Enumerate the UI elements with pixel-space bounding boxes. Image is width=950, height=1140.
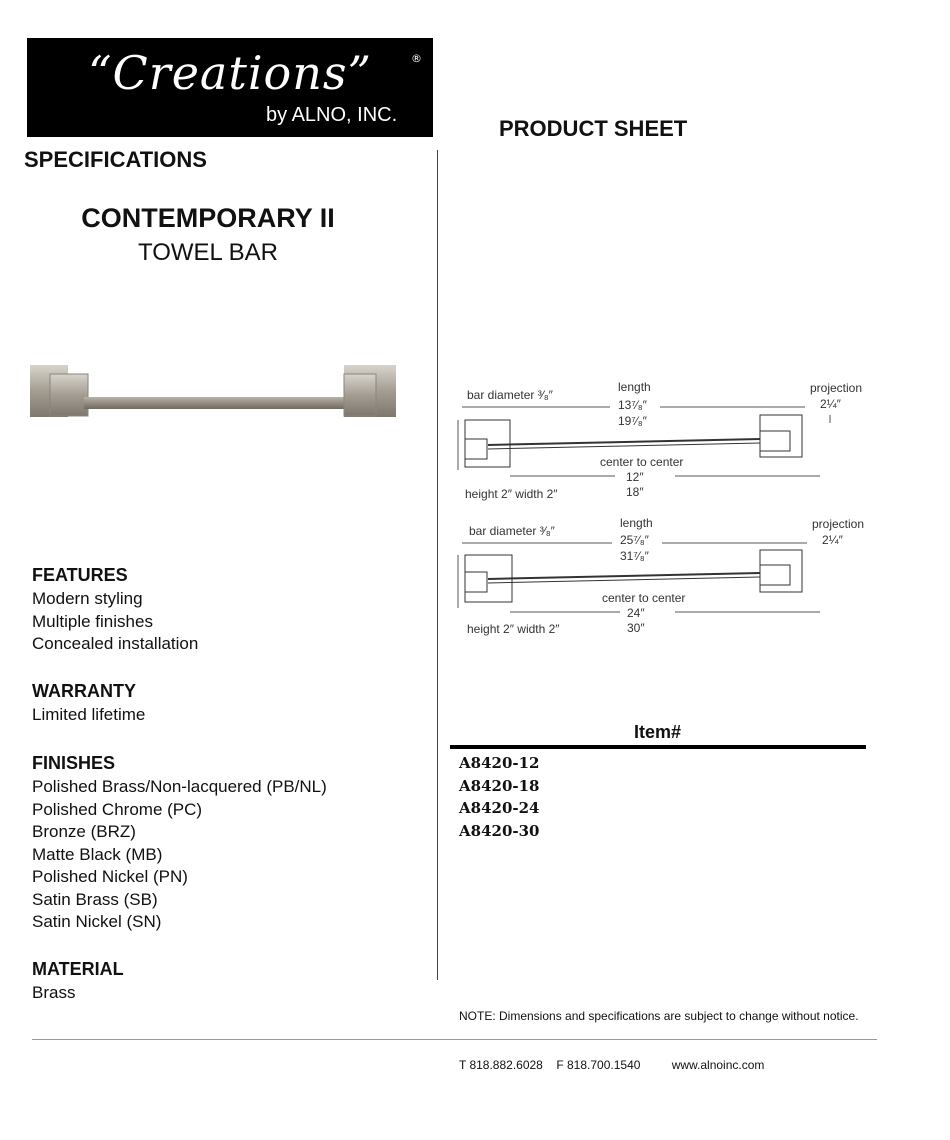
product-type: TOWEL BAR	[137, 239, 279, 266]
finishes-list	[32, 776, 327, 934]
footer-divider	[32, 1039, 877, 1040]
center-label: center to center	[602, 591, 686, 605]
center-value: 24″	[627, 606, 645, 620]
phone-number: T 818.882.6028	[459, 1058, 543, 1072]
length-value: 25⁷⁄₈″	[620, 533, 649, 547]
website-link[interactable]: www.alnoinc.com	[671, 1058, 765, 1072]
features-title: FEATURES	[32, 565, 128, 585]
length-label: length	[618, 380, 651, 394]
material-item: Brass	[32, 983, 76, 1002]
length-value: 13⁷⁄₈″	[618, 398, 647, 412]
feature-item: Concealed installation	[32, 634, 199, 653]
material-list	[32, 982, 75, 1005]
bar-diameter-label: bar diameter ³⁄₈″	[469, 524, 555, 538]
dimension-diagram-long	[458, 516, 864, 636]
length-value: 19⁷⁄₈″	[618, 414, 647, 428]
finish-item: Satin Brass (SB)	[32, 889, 158, 909]
warranty-title: WARRANTY	[32, 681, 136, 701]
finish-item: Satin Nickel (SN)	[32, 912, 162, 931]
projection-value: 2¼″	[822, 533, 843, 547]
specifications-heading: SPECIFICATIONS	[24, 147, 207, 172]
feature-item: Multiple finishes	[32, 611, 153, 631]
item-number-heading: Item#	[633, 722, 682, 742]
finish-item: Polished Chrome (PC)	[32, 799, 203, 819]
feature-item: Modern styling	[32, 589, 143, 608]
item-heading-rule	[450, 745, 866, 749]
finish-item: Matte Black (MB)	[32, 844, 163, 864]
center-value: 18″	[626, 485, 644, 499]
projection-label: projection	[812, 517, 865, 531]
fax-number: F 818.700.1540	[556, 1058, 641, 1072]
warranty-item: Limited lifetime	[32, 705, 146, 724]
finish-item: Polished Nickel (PN)	[32, 867, 188, 886]
item-number: A8420-24	[459, 799, 540, 817]
dimension-diagram-short	[458, 380, 862, 501]
projection-value: 2¼″	[820, 397, 841, 411]
projection-label: projection	[810, 381, 863, 395]
disclaimer-note: NOTE: Dimensions and specifications are subject to change without notice.	[459, 1009, 859, 1023]
item-number: A8420-18	[459, 776, 540, 795]
bar-diameter-label: bar diameter ³⁄₈″	[467, 388, 553, 402]
center-label: center to center	[600, 455, 684, 469]
length-label: length	[620, 516, 653, 530]
center-value: 30″	[627, 621, 645, 635]
contact-footer	[459, 1058, 764, 1072]
logo-brand-text: “Creations”	[88, 46, 372, 100]
column-divider	[437, 150, 438, 980]
finish-item: Bronze (BRZ)	[32, 822, 136, 841]
finishes-title: FINISHES	[32, 753, 116, 773]
material-title: MATERIAL	[32, 959, 124, 979]
towel-bar-photo	[28, 360, 400, 422]
logo-subtitle: by ALNO, INC.	[266, 104, 398, 126]
size-label: height 2″ width 2″	[465, 487, 558, 501]
item-number-list	[459, 752, 540, 842]
item-number: A8420-12	[459, 754, 540, 772]
finish-item: Polished Brass/Non-lacquered (PB/NL)	[32, 777, 327, 796]
logo-registered-mark: ®	[411, 52, 422, 65]
item-number: A8420-30	[459, 821, 540, 840]
size-label: height 2″ width 2″	[467, 622, 560, 636]
length-value: 31⁷⁄₈″	[620, 549, 649, 563]
center-value: 12″	[626, 470, 644, 484]
product-name: CONTEMPORARY II	[81, 203, 335, 233]
warranty-list	[32, 704, 145, 727]
features-list	[32, 588, 198, 656]
product-sheet-heading: PRODUCT SHEET	[499, 116, 688, 141]
dimension-diagrams	[450, 375, 870, 645]
brand-logo	[27, 38, 433, 137]
